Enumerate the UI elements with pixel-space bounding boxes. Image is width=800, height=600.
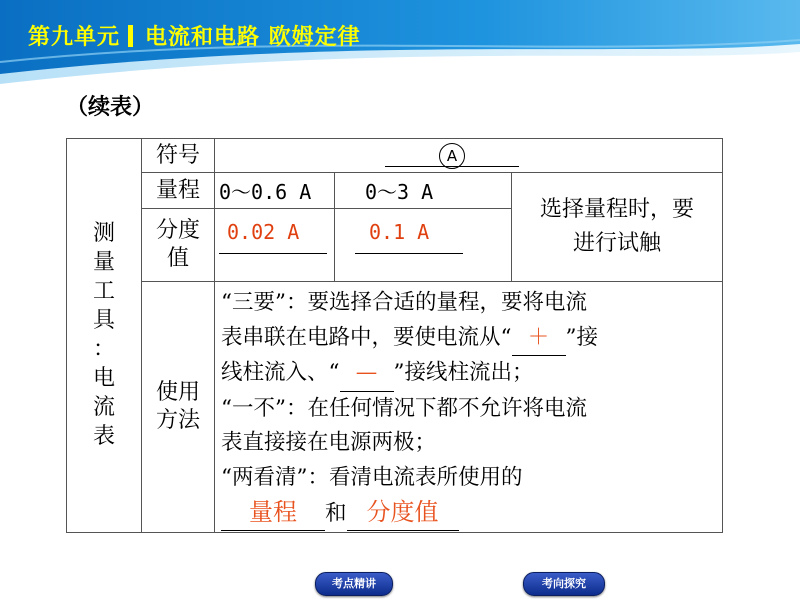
division-label-line: 分度 bbox=[155, 218, 200, 243]
unit-title: 第九单元 bbox=[28, 25, 121, 50]
range-large: 0～3 A bbox=[335, 173, 512, 209]
ammeter-symbol-icon: A bbox=[439, 143, 465, 169]
usage-line: “一不”：在任何情况下都不允许将电流 bbox=[221, 395, 587, 421]
division-label-line: 值 bbox=[166, 246, 189, 271]
usage-line: “三要”：要选择合适的量程，要将电流 bbox=[221, 290, 587, 315]
usage-text bbox=[215, 282, 723, 533]
division-large-cell bbox=[335, 209, 512, 282]
title-divider bbox=[128, 25, 133, 47]
usage-fragment: 线柱流入、“ bbox=[221, 360, 340, 385]
usage-line: “两看清”：看清电流表所使用的 bbox=[221, 464, 523, 490]
category-char: 流 bbox=[92, 395, 115, 421]
blank-underline bbox=[355, 253, 463, 254]
category-cell bbox=[67, 139, 142, 533]
division-small-answer: 0.02 A bbox=[227, 220, 300, 244]
unit-subtitle: 电流和电路 欧姆定律 bbox=[145, 25, 361, 50]
answer-blank-division: 分度值 bbox=[347, 495, 459, 531]
usage-line bbox=[221, 321, 716, 357]
category-char: ： bbox=[92, 337, 115, 363]
category-char: 工 bbox=[92, 279, 115, 305]
table-row-symbol bbox=[67, 139, 723, 173]
usage-fragment: ”接线柱流出； bbox=[393, 360, 534, 385]
category-char: 电 bbox=[92, 366, 115, 392]
usage-fragment: ”接 bbox=[565, 324, 598, 350]
answer-blank-minus: — bbox=[340, 356, 394, 392]
answer-blank-plus: ＋ bbox=[512, 321, 566, 357]
division-large-answer: 0.1 A bbox=[369, 220, 430, 244]
range-label: 量程 bbox=[142, 173, 215, 209]
symbol-cell bbox=[215, 139, 723, 173]
blank-underline bbox=[219, 253, 327, 254]
table-row-usage bbox=[67, 282, 723, 533]
usage-label-line: 方法 bbox=[155, 407, 200, 433]
table-row-range bbox=[67, 173, 723, 209]
continued-label: （续表） bbox=[66, 95, 155, 120]
usage-line: 表直接接在电源两极； bbox=[221, 430, 437, 455]
range-note-line: 进行试触 bbox=[572, 231, 661, 256]
usage-line bbox=[221, 356, 716, 392]
category-char: 具 bbox=[92, 308, 115, 334]
symbol-label: 符号 bbox=[142, 139, 215, 173]
category-char: 表 bbox=[92, 424, 115, 450]
header-title bbox=[28, 20, 361, 51]
division-small-cell bbox=[215, 209, 335, 282]
usage-fragment: 和 bbox=[325, 501, 347, 526]
ammeter-table bbox=[66, 138, 723, 533]
division-label bbox=[142, 209, 215, 282]
usage-label-line: 使用 bbox=[155, 379, 200, 405]
range-note-line: 选择量程时，要 bbox=[539, 197, 694, 222]
usage-fragment: 表串联在电路中，要使电流从“ bbox=[221, 324, 512, 350]
usage-label bbox=[142, 282, 215, 533]
usage-line bbox=[221, 495, 716, 532]
nav-button-key-points[interactable]: 考点精讲 bbox=[315, 572, 393, 596]
header-banner bbox=[0, 0, 800, 88]
category-char: 测 bbox=[92, 221, 115, 247]
range-small: 0～0.6 A bbox=[215, 173, 335, 209]
nav-button-exploration[interactable]: 考向探究 bbox=[523, 572, 605, 596]
category-char: 量 bbox=[92, 250, 115, 276]
range-note bbox=[512, 173, 723, 282]
answer-blank-range: 量程 bbox=[221, 495, 325, 531]
